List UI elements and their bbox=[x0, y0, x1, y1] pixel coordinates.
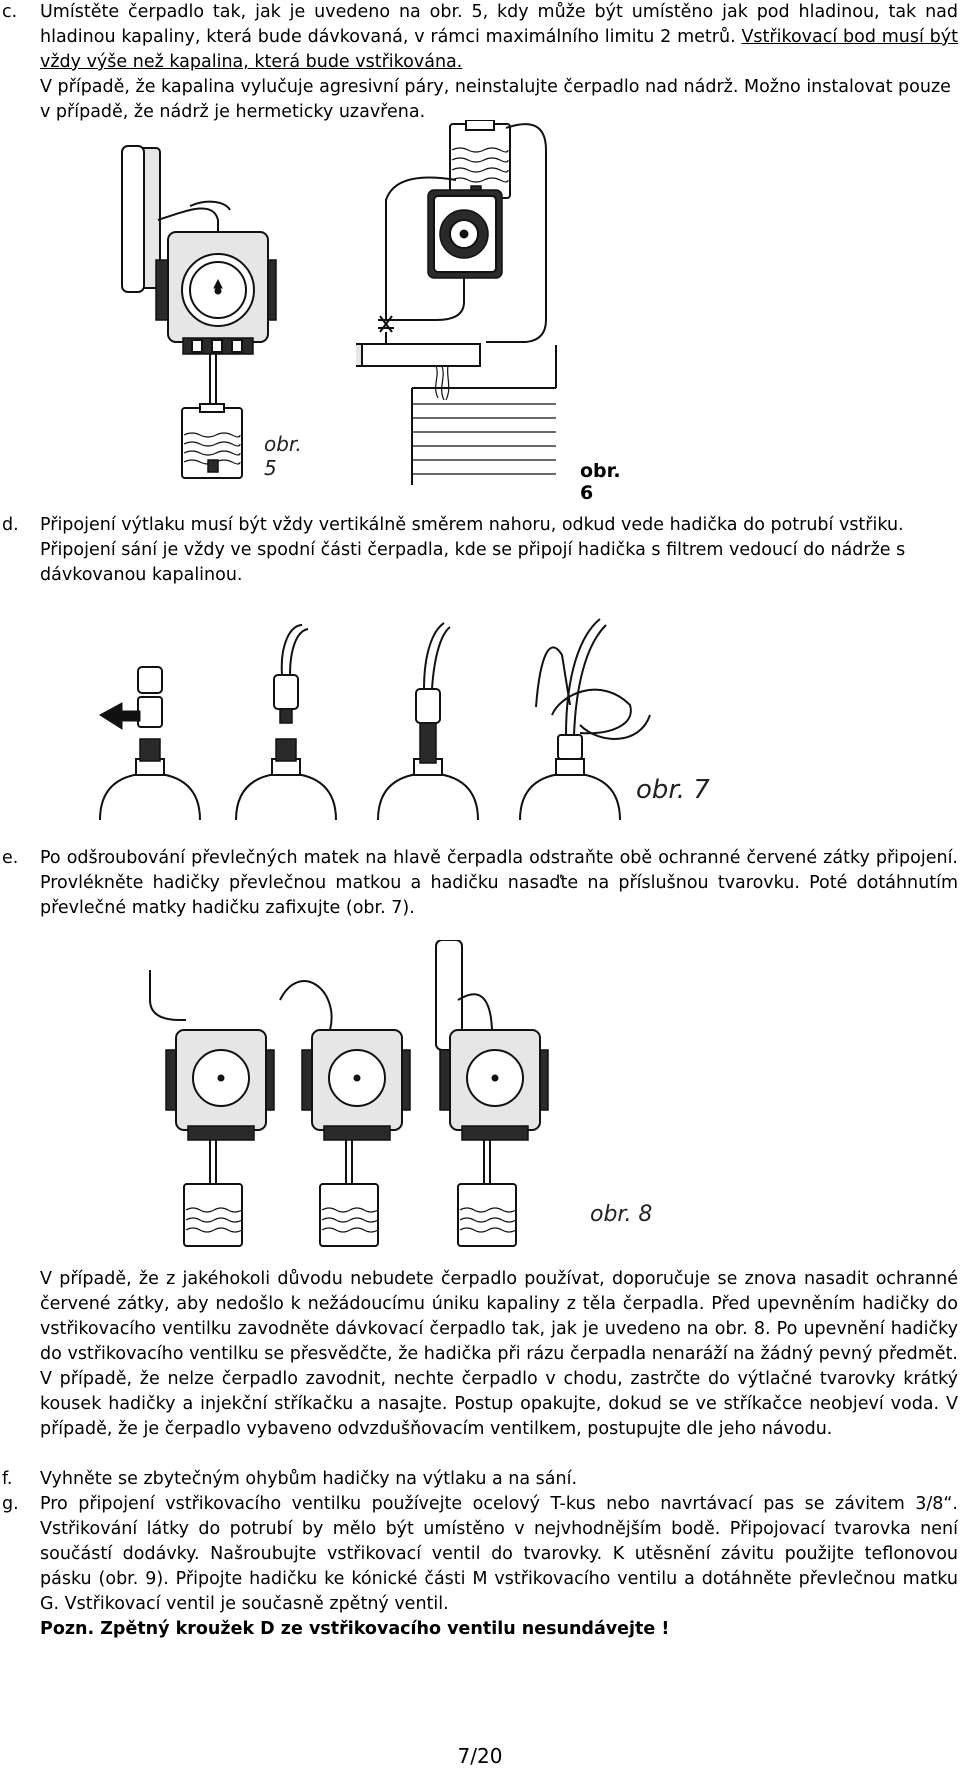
item-e-text: Po odšroubování převlečných matek na hlavě čerpadla odstraňte obě ochranné červené zátky připojení. Provlékněte hadičky převlečnou matkou a hadičku nasaďte na příslušnou tvarovku. Poté dotáhnutím převlečné matky hadičku zafixujte (obr. 7). bbox=[40, 848, 958, 918]
item-c-underlined: Vstřikovací bod musí být vždy výše než kapalina, která bude vstřikována. bbox=[40, 27, 958, 72]
figure-obr5 bbox=[118, 140, 318, 485]
item-c-marker: c. bbox=[2, 2, 18, 22]
figure-obr7 bbox=[40, 595, 760, 820]
item-c-text bbox=[40, 0, 958, 125]
item-c-line1: Umístěte čerpadlo tak, jak je uvedeno na obr. 5, kdy může být umístěno jak pod hladinou, tak nad hladinou kapaliny, která bude dávkovaná, v rámci maximálního limitu 2 metrů. bbox=[40, 2, 958, 47]
item-e-continuation: V případě, že z jakéhokoli důvodu nebudete čerpadlo používat, doporučuje se znova nasadit ochranné červené zátky, aby nedošlo k nežádoucímu úniku kapaliny z těla čerpadla. Před upevněním hadičky do vstřikovacího ventilku zavodněte dávkovací čerpadlo tak, jak je uvedeno na obr. 8. Po upevnění hadičky do vstřikovacího ventilku se přesvědčte, že hadička při rázu čerpadla nenaráží na žádný pevný předmět. V případě, že nelze čerpadlo zavodnit, nechte čerpadlo v chodu, zastrčte do výtlačné tvarovky krátký kousek hadičky a injekční stříkačku a nasajte. Postup opakujte, dokud se ve stříkačce neobjeví voda. V případě, že je čerpadlo vybaveno odvzdušňovacím ventilkem, postupujte dle jeho návodu. bbox=[40, 1269, 958, 1439]
item-d-marker: d. bbox=[2, 515, 19, 535]
item-c-line2: V případě, že kapalina vylučuje agresivní páry, neinstalujte čerpadlo nad nádrž. Možno instalovat pouze v případě, že nádrž je hermeticky uzavřena. bbox=[40, 77, 951, 122]
item-d-text: Připojení výtlaku musí být vždy vertikálně směrem nahoru, odkud vede hadička do potrubí vstřiku. Připojení sání je vždy ve spodní části čerpadla, kde se připojí hadička s filtrem vedoucí do nádrže s dávkovanou kapalinou. bbox=[40, 515, 906, 585]
item-f-text: Vyhněte se zbytečným ohybům hadičky na výtlaku a na sání. bbox=[40, 1469, 578, 1489]
item-f-marker: f. bbox=[2, 1469, 13, 1489]
obr6-drawing bbox=[356, 120, 626, 485]
figure-obr6 bbox=[356, 120, 626, 504]
item-g-marker: g. bbox=[2, 1494, 19, 1514]
obr7-label: obr. 7 bbox=[636, 775, 710, 805]
obr6-label: obr. 6 bbox=[580, 460, 621, 504]
note-bold: Pozn. Zpětný kroužek D ze vstřikovacího ventilu nesundávejte ! bbox=[40, 1619, 670, 1639]
obr8-label: obr. 8 bbox=[590, 1202, 653, 1227]
page-number: 7/20 bbox=[457, 1744, 503, 1768]
obr5-label: obr. 5 bbox=[264, 432, 302, 480]
item-g-text: Pro připojení vstřikovacího ventilku používejte ocelový T-kus nebo navrtávací pas se závitem 3/8“. Vstřikování látky do potrubí by mělo být umístěno v nejvhodnějším bodě. Připojovací tvarovka není součástí dodávky. Našroubujte vstřikovací ventil do tvarovky. K utěsnění závitu použijte teflonovou pásku (obr. 9). Připojte hadičku ke kónické části M vstřikovacího ventilu a dotáhněte převlečnou matku G. Vstřikovací ventil je současně zpětný ventil. bbox=[40, 1494, 958, 1614]
figure-obr8 bbox=[140, 940, 680, 1250]
item-e-marker: e. bbox=[2, 848, 19, 868]
